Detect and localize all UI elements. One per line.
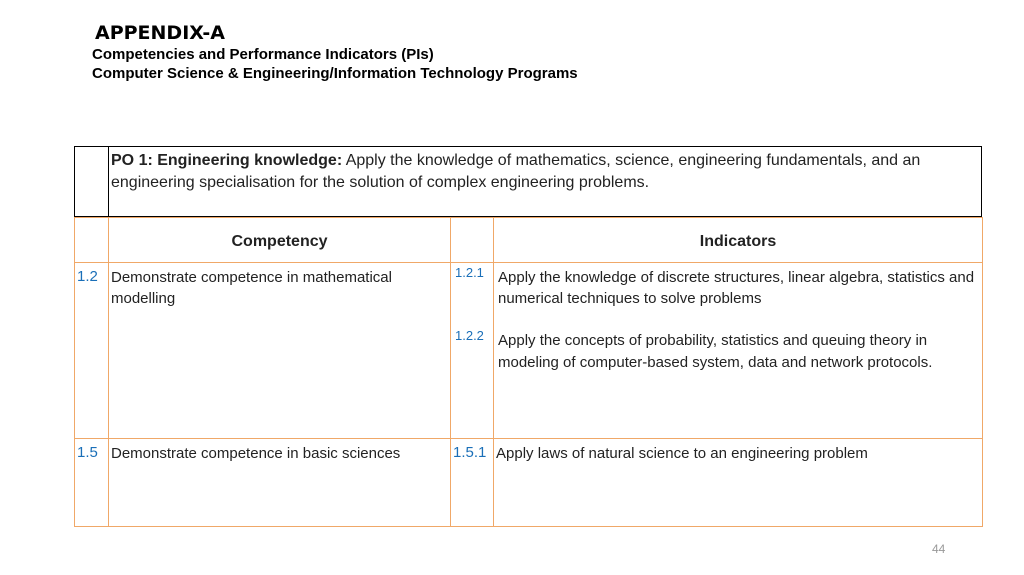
table-line [450, 217, 451, 527]
indicator-number: 1.5.1 [453, 444, 487, 461]
competency-text: Demonstrate competence in mathematical modelling [111, 269, 392, 307]
competency-number: 1.5 [77, 444, 98, 461]
indicator-number: 1.2.2 [455, 328, 484, 343]
document-subtitle: Competencies and Performance Indicators (PIs) [92, 46, 434, 63]
table-line [74, 526, 983, 527]
indicator-number: 1.2.1 [455, 265, 484, 280]
table-line [74, 262, 983, 263]
table-line [74, 217, 75, 527]
indicator-text: Apply the knowledge of discrete structures, linear algebra, statistics and numerical techniques to solve problems [498, 269, 975, 307]
po-description: Apply the knowledge of mathematics, science, engineering fundamentals, and an engineering specialisation for the solution of complex engineering problems. [111, 152, 921, 191]
indicator-text: Apply the concepts of probability, statistics and queuing theory in modeling of computer-based system, data and network protocols. [498, 332, 933, 371]
competency-number: 1.2 [77, 268, 98, 285]
table-line [982, 217, 983, 527]
header-competency: Competency [231, 233, 328, 250]
table-line [493, 217, 494, 527]
page-number: 44 [932, 542, 946, 556]
program-subtitle: Computer Science & Engineering/Information Technology Programs [92, 65, 578, 82]
po-statement [111, 150, 979, 194]
po-label: PO 1: Engineering knowledge: [111, 152, 343, 169]
table-line [108, 217, 109, 527]
table-line [74, 217, 983, 218]
indicator-text: Apply laws of natural science to an engineering problem [496, 445, 868, 462]
competency-text: Demonstrate competence in basic sciences [111, 445, 401, 462]
appendix-title: APPENDIX-A [95, 22, 225, 44]
header-indicators: Indicators [699, 233, 777, 250]
po-divider [108, 146, 109, 217]
table-line [74, 438, 983, 439]
